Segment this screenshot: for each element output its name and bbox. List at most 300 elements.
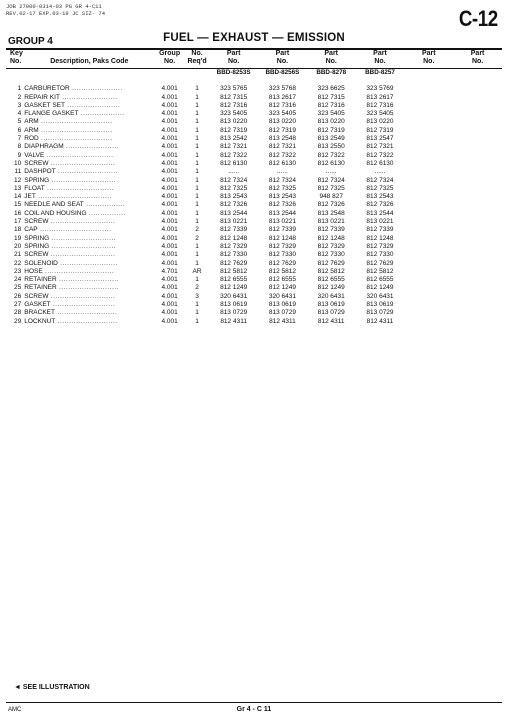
parts-row xyxy=(6,102,502,110)
leader-dots: ................ xyxy=(86,209,126,217)
part-number: 812 7629 xyxy=(366,259,394,267)
part-number: 813 2544 xyxy=(220,209,248,217)
leader-dots: .......................... xyxy=(56,284,119,292)
part-description xyxy=(24,235,154,243)
part-number: 812 4311 xyxy=(317,317,345,325)
leader-dots: .......................... xyxy=(55,317,118,325)
leader-dots: ....................... xyxy=(63,143,119,151)
part-number: 812 7322 xyxy=(366,151,394,159)
part-number: 812 7326 xyxy=(220,201,248,209)
part-number: 812 7330 xyxy=(220,251,248,259)
part-number xyxy=(453,185,502,193)
quantity-required: 1 xyxy=(195,151,199,159)
part-no-header-line2: No. xyxy=(228,58,240,65)
part-number: 813 2543 xyxy=(268,193,296,201)
leader-dots: ............................... xyxy=(37,226,112,234)
part-number xyxy=(404,210,453,218)
part-number: 813 2617 xyxy=(366,93,394,101)
parts-row xyxy=(6,235,502,243)
part-number: 323 5405 xyxy=(366,110,394,118)
part-number: 812 7324 xyxy=(366,176,394,184)
key-number: 11 xyxy=(14,168,22,176)
quantity-required: 1 xyxy=(195,242,199,250)
part-description-text: DASHPOT xyxy=(24,168,56,176)
part-number xyxy=(453,243,502,251)
leader-dots: ............................... xyxy=(38,118,113,126)
group-number: 4.001 xyxy=(161,151,178,159)
part-no-header xyxy=(356,50,405,66)
part-description-text: REPAIR KIT xyxy=(24,93,60,101)
part-number: 812 7330 xyxy=(366,251,394,259)
part-number: 323 5769 xyxy=(366,85,394,93)
part-number: 812 1248 xyxy=(366,234,394,242)
group-number: 4.001 xyxy=(161,159,178,167)
key-number: 6 xyxy=(17,126,22,134)
part-description xyxy=(24,127,154,135)
part-number xyxy=(453,251,502,259)
parts-table-body xyxy=(6,66,502,326)
group-number: 4.001 xyxy=(161,85,178,93)
part-description xyxy=(24,185,154,193)
parts-row xyxy=(6,268,502,276)
part-number xyxy=(453,226,502,234)
leader-dots: ............................ xyxy=(49,242,117,250)
leader-dots: ............................ xyxy=(48,251,116,259)
quantity-required: 2 xyxy=(195,226,199,234)
part-number: 813 2548 xyxy=(268,135,296,143)
group-number: 4.001 xyxy=(161,184,178,192)
part-number xyxy=(453,276,502,284)
part-number: ...... xyxy=(277,168,288,176)
part-number xyxy=(453,201,502,209)
part-number: 813 0220 xyxy=(220,118,248,126)
group-number: 4.001 xyxy=(161,110,178,118)
part-number: 813 2550 xyxy=(317,143,345,151)
part-number: 813 0619 xyxy=(220,301,248,309)
quantity-required: 1 xyxy=(195,309,199,317)
part-number: 812 6555 xyxy=(366,276,394,284)
part-number: 812 7319 xyxy=(317,126,345,134)
part-number: 813 0221 xyxy=(366,218,394,226)
part-number: 812 7629 xyxy=(268,259,296,267)
part-number: 813 0729 xyxy=(268,309,296,317)
part-no-header-line1: Part xyxy=(373,50,387,57)
key-number: 1 xyxy=(17,85,22,93)
footer-brand: AMC xyxy=(8,707,22,713)
key-number: 25 xyxy=(14,284,22,292)
part-description-text: RETAINER xyxy=(24,284,57,292)
part-description xyxy=(24,293,154,301)
key-number: 14 xyxy=(14,193,22,201)
part-number: 812 7315 xyxy=(220,93,248,101)
parts-row xyxy=(6,152,502,160)
parts-row xyxy=(6,226,502,234)
part-no-header-line1: Part xyxy=(324,50,339,57)
quantity-required: 2 xyxy=(195,234,199,242)
part-number xyxy=(404,301,453,309)
key-number: 28 xyxy=(14,309,22,317)
group-number: 4.001 xyxy=(161,135,178,143)
key-number: 18 xyxy=(14,226,22,234)
key-number: 24 xyxy=(14,276,22,284)
group-number: 4.001 xyxy=(161,226,178,234)
model-name: BBD-8253S xyxy=(216,69,251,76)
part-number: 813 0221 xyxy=(220,218,248,226)
part-number xyxy=(453,110,502,118)
part-number: 812 7329 xyxy=(366,242,394,250)
key-number: 3 xyxy=(17,101,22,109)
no-reqd-header-line1: No. xyxy=(191,50,203,57)
group-number: 4.001 xyxy=(161,251,178,259)
part-no-header-line2: No. xyxy=(325,58,337,65)
group-number: 4.701 xyxy=(161,267,178,275)
part-no-header-line1: Part xyxy=(470,50,485,57)
key-number: 13 xyxy=(14,184,22,192)
part-number xyxy=(404,293,453,301)
part-number xyxy=(453,309,502,317)
part-no-header xyxy=(209,50,258,66)
leader-dots: ............................ xyxy=(48,292,116,300)
part-number: 323 5405 xyxy=(268,110,296,118)
part-number: 812 1249 xyxy=(366,284,394,292)
part-number: 812 7316 xyxy=(366,101,394,109)
leader-dots: ............................ xyxy=(49,176,117,184)
part-number xyxy=(453,160,502,168)
group-number: 4.001 xyxy=(161,176,178,184)
no-reqd-header-line2: Req'd xyxy=(187,58,207,65)
key-number: 29 xyxy=(14,317,22,325)
parts-row xyxy=(6,301,502,309)
quantity-required: 1 xyxy=(195,101,199,109)
parts-row xyxy=(6,127,502,135)
quantity-required: 1 xyxy=(195,85,199,93)
leader-dots: .......................... xyxy=(56,276,119,284)
part-no-header xyxy=(453,50,502,66)
parts-row xyxy=(6,293,502,301)
part-number: 813 2543 xyxy=(366,193,394,201)
leader-dots: ...................... xyxy=(69,85,123,93)
part-number: 813 0729 xyxy=(220,309,248,317)
part-description xyxy=(24,160,154,168)
parts-row xyxy=(6,260,502,268)
part-number: 812 1249 xyxy=(268,284,296,292)
parts-row xyxy=(6,177,502,185)
part-number: 813 0619 xyxy=(366,301,394,309)
part-number: 812 5812 xyxy=(366,267,394,275)
part-number: 323 5765 xyxy=(220,85,248,93)
group-no-header-line1: Group xyxy=(159,50,181,57)
part-description-text: NEEDLE AND SEAT xyxy=(24,201,84,209)
part-number: 813 2547 xyxy=(366,135,394,143)
part-description-text: DIAPHRAGM xyxy=(24,143,64,151)
leader-dots: .......................... xyxy=(54,309,118,317)
part-description xyxy=(24,143,154,151)
part-number xyxy=(453,268,502,276)
part-number: 812 5812 xyxy=(220,267,248,275)
key-number: 5 xyxy=(17,118,22,126)
part-number: 812 7322 xyxy=(220,151,248,159)
part-number: 813 2542 xyxy=(220,135,248,143)
parts-row xyxy=(6,160,502,168)
group-label: GROUP 4 xyxy=(8,36,53,47)
part-description xyxy=(24,251,154,259)
group-number: 4.001 xyxy=(161,101,178,109)
part-number: 320 6431 xyxy=(317,292,345,300)
part-number: 812 7319 xyxy=(220,126,248,134)
group-number: 4.001 xyxy=(161,259,178,267)
quantity-required: 2 xyxy=(195,284,199,292)
header-bottom-rule xyxy=(6,68,502,69)
part-number: 813 0729 xyxy=(317,309,345,317)
part-number: 323 6625 xyxy=(317,85,345,93)
quantity-required: 3 xyxy=(195,292,199,300)
part-number: 812 7330 xyxy=(317,251,345,259)
part-number: 812 7316 xyxy=(268,101,296,109)
part-no-header-line1: Part xyxy=(275,50,290,57)
parts-row xyxy=(6,94,502,102)
part-number: ...... xyxy=(228,168,240,176)
parts-row xyxy=(6,85,502,93)
quantity-required: 1 xyxy=(195,317,199,325)
part-number xyxy=(404,94,453,102)
description-header-text: Description, Paks Code xyxy=(50,58,129,65)
quantity-required: 1 xyxy=(195,184,199,192)
part-description xyxy=(24,243,154,251)
part-no-header-line2: No. xyxy=(276,58,289,65)
parts-row xyxy=(6,218,502,226)
part-description-text: VALVE xyxy=(24,151,45,159)
quantity-required: 1 xyxy=(195,301,199,309)
part-number: 813 0220 xyxy=(317,118,345,126)
group-no-header-line2: No. xyxy=(163,58,176,65)
quantity-required: 1 xyxy=(195,193,199,201)
part-number xyxy=(404,243,453,251)
part-number: 812 7629 xyxy=(317,259,345,267)
part-number xyxy=(404,185,453,193)
parts-row xyxy=(6,284,502,292)
leader-dots: ............................ xyxy=(48,218,116,226)
footer-page-ref: Gr 4 - C 11 xyxy=(236,706,272,713)
part-number xyxy=(453,260,502,268)
part-description xyxy=(24,118,154,126)
leader-dots: ................... xyxy=(78,110,125,118)
leader-dots: .......................... xyxy=(55,168,118,176)
group-number: 4.001 xyxy=(161,168,178,176)
part-number xyxy=(404,235,453,243)
part-number: 320 6431 xyxy=(220,292,248,300)
part-number: 812 7326 xyxy=(268,201,296,209)
part-number: 812 7322 xyxy=(317,151,345,159)
part-number: 812 7325 xyxy=(317,184,345,192)
part-number: 812 7325 xyxy=(268,184,296,192)
part-no-header-line1: Part xyxy=(226,50,241,57)
model-name: BBD-8256S xyxy=(265,69,300,76)
part-number xyxy=(404,85,453,93)
leader-dots: ............................... xyxy=(38,135,113,143)
part-number: 813 0220 xyxy=(268,118,296,126)
part-description-text: SPRING xyxy=(24,234,50,242)
part-number: 812 7330 xyxy=(268,251,296,259)
key-number: 12 xyxy=(14,176,22,184)
parts-row xyxy=(6,309,502,317)
part-number: 813 0619 xyxy=(317,301,345,309)
part-number: 948 827 xyxy=(319,193,343,201)
part-number xyxy=(404,177,453,185)
part-description-text: HOSE xyxy=(24,267,43,275)
quantity-required: 1 xyxy=(195,143,199,151)
part-number xyxy=(404,218,453,226)
part-description xyxy=(24,284,154,292)
quantity-required: 1 xyxy=(195,168,199,176)
part-number: 812 7319 xyxy=(268,126,296,134)
part-number xyxy=(453,168,502,176)
part-description-text: FLANGE GASKET xyxy=(24,110,79,118)
part-description-text: SPRING xyxy=(24,242,50,250)
part-number: 812 1249 xyxy=(317,284,345,292)
part-number xyxy=(404,251,453,259)
part-description-text: RETAINER xyxy=(24,276,57,284)
part-number xyxy=(453,318,502,326)
part-no-header xyxy=(307,50,356,66)
quantity-required: 1 xyxy=(195,110,199,118)
part-number xyxy=(453,177,502,185)
part-no-header-line1: Part xyxy=(421,50,436,57)
part-number: 812 7339 xyxy=(220,226,248,234)
part-number xyxy=(453,301,502,309)
part-number xyxy=(404,160,453,168)
part-description xyxy=(24,301,154,309)
part-number xyxy=(453,235,502,243)
part-number: 813 2548 xyxy=(317,209,345,217)
part-description xyxy=(24,193,154,201)
part-no-header-line2: No. xyxy=(374,58,386,65)
part-number: 812 7324 xyxy=(268,176,296,184)
part-number: 812 7325 xyxy=(220,184,248,192)
part-number: 813 0619 xyxy=(268,301,296,309)
part-number: 812 7324 xyxy=(220,176,248,184)
part-number xyxy=(404,268,453,276)
job-line: JOB 27000-0314-03 PG GR 4-C11 xyxy=(6,3,102,10)
part-number xyxy=(453,135,502,143)
part-number: 812 1249 xyxy=(220,284,248,292)
key-number: 21 xyxy=(14,251,22,259)
key-number: 10 xyxy=(14,159,22,167)
part-number xyxy=(404,110,453,118)
part-number xyxy=(404,143,453,151)
part-no-header-line2: No. xyxy=(471,58,484,65)
part-number: 812 7339 xyxy=(268,226,296,234)
part-number: 813 0220 xyxy=(366,118,394,126)
group-number: 4.001 xyxy=(161,284,178,292)
part-number xyxy=(404,127,453,135)
part-description xyxy=(24,135,154,143)
part-number: 812 1248 xyxy=(268,234,296,242)
parts-table xyxy=(6,50,502,326)
part-number xyxy=(404,309,453,317)
leader-dots: ............................ xyxy=(48,159,116,167)
part-number xyxy=(453,284,502,292)
leader-dots: ............................... xyxy=(38,126,113,134)
part-description-text: LOCKNUT xyxy=(24,317,56,325)
leader-dots: ....................... xyxy=(64,101,121,109)
part-number: 812 6130 xyxy=(268,159,296,167)
part-number: 812 6130 xyxy=(220,159,248,167)
leader-dots: ............................. xyxy=(44,184,114,192)
see-illustration-note: ◄ SEE ILLUSTRATION xyxy=(14,684,90,691)
part-number: 812 7321 xyxy=(366,143,394,151)
parts-row xyxy=(6,110,502,118)
parts-row xyxy=(6,210,502,218)
page-code: C-12 xyxy=(459,6,498,31)
job-metadata xyxy=(6,3,105,17)
part-description xyxy=(24,152,154,160)
part-number: 812 6555 xyxy=(220,276,248,284)
parts-row xyxy=(6,201,502,209)
key-number: 17 xyxy=(14,218,22,226)
section-title: FUEL — EXHAUST — EMISSION xyxy=(163,32,345,44)
part-number xyxy=(453,85,502,93)
part-number: 812 7321 xyxy=(220,143,248,151)
part-number: 812 1248 xyxy=(317,234,345,242)
part-number xyxy=(404,284,453,292)
key-number: 7 xyxy=(17,135,22,143)
part-number: 320 6431 xyxy=(268,292,296,300)
model-name: BBD-8257 xyxy=(365,69,395,76)
part-number xyxy=(453,218,502,226)
no-reqd-header xyxy=(185,50,209,66)
part-no-header xyxy=(258,50,307,66)
group-number: 4.001 xyxy=(161,93,178,101)
key-no-header-line2: No. xyxy=(10,58,22,65)
part-number: 812 7321 xyxy=(268,143,296,151)
quantity-required: 1 xyxy=(195,218,199,226)
part-number: 812 6130 xyxy=(366,159,394,167)
group-number: 4.001 xyxy=(161,276,178,284)
part-number: 813 2544 xyxy=(268,209,296,217)
part-number: 812 5812 xyxy=(317,267,345,275)
part-number xyxy=(404,201,453,209)
part-number xyxy=(404,318,453,326)
parts-row xyxy=(6,135,502,143)
key-number: 4 xyxy=(17,110,22,118)
part-description xyxy=(24,85,154,93)
part-description-text: BRACKET xyxy=(24,309,55,317)
part-number: 813 2544 xyxy=(366,209,394,217)
part-number: 812 7316 xyxy=(317,101,345,109)
part-description xyxy=(24,210,154,218)
parts-row xyxy=(6,318,502,326)
group-number: 4.001 xyxy=(161,292,178,300)
quantity-required: 1 xyxy=(195,93,199,101)
leader-dots: ............................. xyxy=(44,151,114,159)
parts-row xyxy=(6,243,502,251)
model-name: BBD-8278 xyxy=(316,69,347,76)
leader-dots: ................................ xyxy=(35,193,112,201)
group-number: 4.001 xyxy=(161,209,178,217)
part-number: 812 1248 xyxy=(220,234,248,242)
group-number: 4.001 xyxy=(161,126,178,134)
part-number: ...... xyxy=(325,168,337,176)
part-number: 812 5812 xyxy=(268,267,296,275)
part-no-header-line2: No. xyxy=(423,58,435,65)
part-number xyxy=(453,210,502,218)
part-number: ...... xyxy=(374,168,386,176)
key-number: 9 xyxy=(17,151,22,159)
part-description-text: SOLENOID xyxy=(24,259,58,267)
key-no-header xyxy=(6,50,24,66)
group-number: 4.001 xyxy=(161,317,178,325)
quantity-required: 1 xyxy=(195,118,199,126)
